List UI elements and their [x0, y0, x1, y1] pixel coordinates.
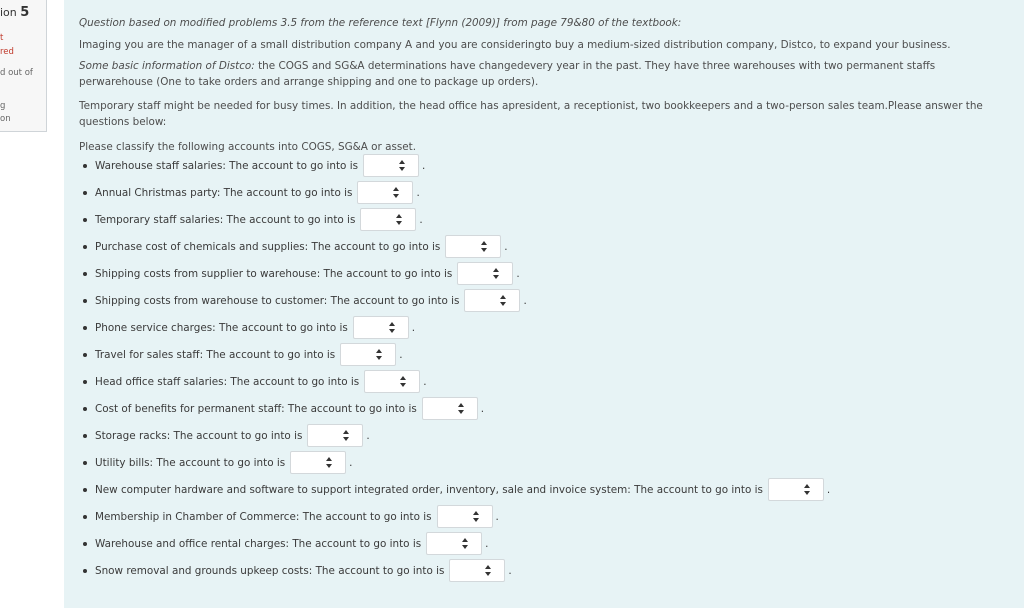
sentence-period: . [423, 375, 427, 388]
account-item-text: Membership in Chamber of Commerce: The account to go into is [95, 510, 432, 523]
account-item [79, 449, 1009, 476]
account-item-text: Cost of benefits for permanent staff: The account to go into is [95, 402, 417, 415]
account-type-select[interactable] [422, 397, 478, 420]
account-type-select[interactable] [457, 262, 513, 285]
select-arrows-icon [804, 484, 810, 496]
account-type-select[interactable] [363, 154, 419, 177]
bullet-icon [83, 488, 87, 492]
select-arrows-icon [399, 160, 405, 172]
bullet-icon [83, 461, 87, 465]
account-type-select[interactable] [340, 343, 396, 366]
account-item [79, 152, 1009, 179]
account-item-text: Utility bills: The account to go into is [95, 456, 286, 469]
status-line-2: red [0, 47, 14, 57]
account-item [79, 476, 1009, 503]
bullet-icon [83, 542, 87, 546]
sentence-period: . [349, 456, 353, 469]
account-type-select[interactable] [768, 478, 824, 501]
account-type-select[interactable] [449, 559, 505, 582]
account-item [79, 395, 1009, 422]
account-item-text: Storage racks: The account to go into is [95, 429, 303, 442]
sentence-period: . [485, 537, 489, 550]
select-arrows-icon [396, 214, 402, 226]
bullet-icon [83, 299, 87, 303]
account-item-text: Snow removal and grounds upkeep costs: The account to go into is [95, 564, 445, 577]
select-arrows-icon [462, 538, 468, 550]
select-arrows-icon [343, 430, 349, 442]
sentence-period: . [411, 321, 416, 334]
account-item-text: New computer hardware and software to support integrated order, inventory, sale and invoice system: The account to go into is [95, 483, 763, 496]
account-item [79, 314, 1009, 341]
select-arrows-icon [485, 565, 491, 577]
account-type-select[interactable] [437, 505, 493, 528]
question-number-label [0, 5, 29, 20]
question-text [79, 14, 994, 160]
bullet-icon [83, 434, 87, 438]
account-item [79, 368, 1009, 395]
bullet-icon [83, 218, 87, 222]
bullet-icon [83, 245, 87, 249]
account-type-select[interactable] [357, 181, 413, 204]
bullet-icon [83, 353, 87, 357]
account-item-text: Annual Christmas party: The account to go into is [95, 186, 353, 199]
question-scenario: Imaging you are the manager of a small distribution company A and you are consideringto buy a medium-sized distribution company, Distco, to expand your business. [79, 39, 951, 51]
account-type-select[interactable] [307, 424, 363, 447]
sentence-period: . [508, 564, 512, 577]
question-source: Question based on modified problems 3.5 from the reference text [Flynn (2009)] from page 79&80 of the textbook: [79, 17, 682, 29]
account-item-text: Temporary staff salaries: The account to go into is [95, 213, 356, 226]
account-item [79, 530, 1009, 557]
account-type-select[interactable] [426, 532, 482, 555]
question-instruction: Please classify the following accounts into COGS, SG&A or asset. [79, 141, 417, 153]
sentence-period: . [504, 240, 508, 253]
sentence-period: . [399, 348, 403, 361]
account-item [79, 287, 1009, 314]
sentence-period: . [523, 294, 527, 307]
account-type-select[interactable] [353, 316, 409, 339]
select-arrows-icon [400, 376, 406, 388]
flag-line-1[interactable]: g [0, 101, 6, 111]
account-type-select[interactable] [360, 208, 416, 231]
select-arrows-icon [493, 268, 499, 280]
select-arrows-icon [389, 322, 395, 334]
account-item-text: Warehouse and office rental charges: The account to go into is [95, 537, 422, 550]
info-label: Some basic information of Distco: [79, 60, 255, 72]
account-item-text: Head office staff salaries: The account to go into is [95, 375, 360, 388]
sentence-period: . [419, 213, 423, 226]
account-item-text: Shipping costs from warehouse to customer: The account to go into is [95, 294, 460, 307]
account-type-select[interactable] [364, 370, 420, 393]
account-type-select[interactable] [290, 451, 346, 474]
bullet-icon [83, 326, 87, 330]
sentence-period: . [826, 483, 831, 496]
account-item [79, 233, 1009, 260]
sentence-period: . [366, 429, 370, 442]
select-arrows-icon [473, 511, 479, 523]
question-number: 5 [20, 5, 30, 20]
flag-line-2[interactable]: on [0, 114, 11, 124]
sentence-period: . [422, 159, 426, 172]
account-type-select[interactable] [464, 289, 520, 312]
account-item [79, 206, 1009, 233]
question-temp-staff: Temporary staff might be needed for busy times. In addition, the head office has apresident, a receptionist, two bookkeepers and a two-person sales team.Please answer the questions below: [79, 100, 983, 128]
question-info-panel [0, 0, 47, 132]
select-arrows-icon [458, 403, 464, 415]
select-arrows-icon [393, 187, 399, 199]
info-text: the COGS and SG&A determinations have changedevery year in the past. They have three warehouses with two permanent staffs perwarehouse (One to take orders and arrange shipping and one to package up orders). [79, 60, 936, 88]
account-item-text: Purchase cost of chemicals and supplies: The account to go into is [95, 240, 441, 253]
select-arrows-icon [326, 457, 332, 469]
account-type-select[interactable] [445, 235, 501, 258]
select-arrows-icon [500, 295, 506, 307]
account-item [79, 260, 1009, 287]
bullet-icon [83, 407, 87, 411]
account-item [79, 422, 1009, 449]
account-item-text: Travel for sales staff: The account to go into is [95, 348, 336, 361]
select-arrows-icon [376, 349, 382, 361]
question-info [79, 58, 994, 90]
status-line-1: t [0, 33, 4, 43]
question-label: ion [0, 6, 17, 19]
bullet-icon [83, 164, 87, 168]
account-item [79, 341, 1009, 368]
account-item-text: Warehouse staff salaries: The account to go into is [95, 159, 358, 172]
sentence-period: . [516, 267, 520, 280]
account-item [79, 557, 1009, 584]
account-items-list [79, 152, 1009, 584]
bullet-icon [83, 380, 87, 384]
select-arrows-icon [481, 241, 487, 253]
account-item [79, 503, 1009, 530]
bullet-icon [83, 191, 87, 195]
bullet-icon [83, 569, 87, 573]
account-item-text: Phone service charges: The account to go into is [95, 321, 348, 334]
bullet-icon [83, 515, 87, 519]
bullet-icon [83, 272, 87, 276]
marks-line: d out of [0, 68, 33, 78]
sentence-period: . [416, 186, 420, 199]
sentence-period: . [480, 402, 485, 415]
sentence-period: . [495, 510, 499, 523]
account-item [79, 179, 1009, 206]
account-item-text: Shipping costs from supplier to warehouse: The account to go into is [95, 267, 453, 280]
question-content [64, 0, 1024, 608]
